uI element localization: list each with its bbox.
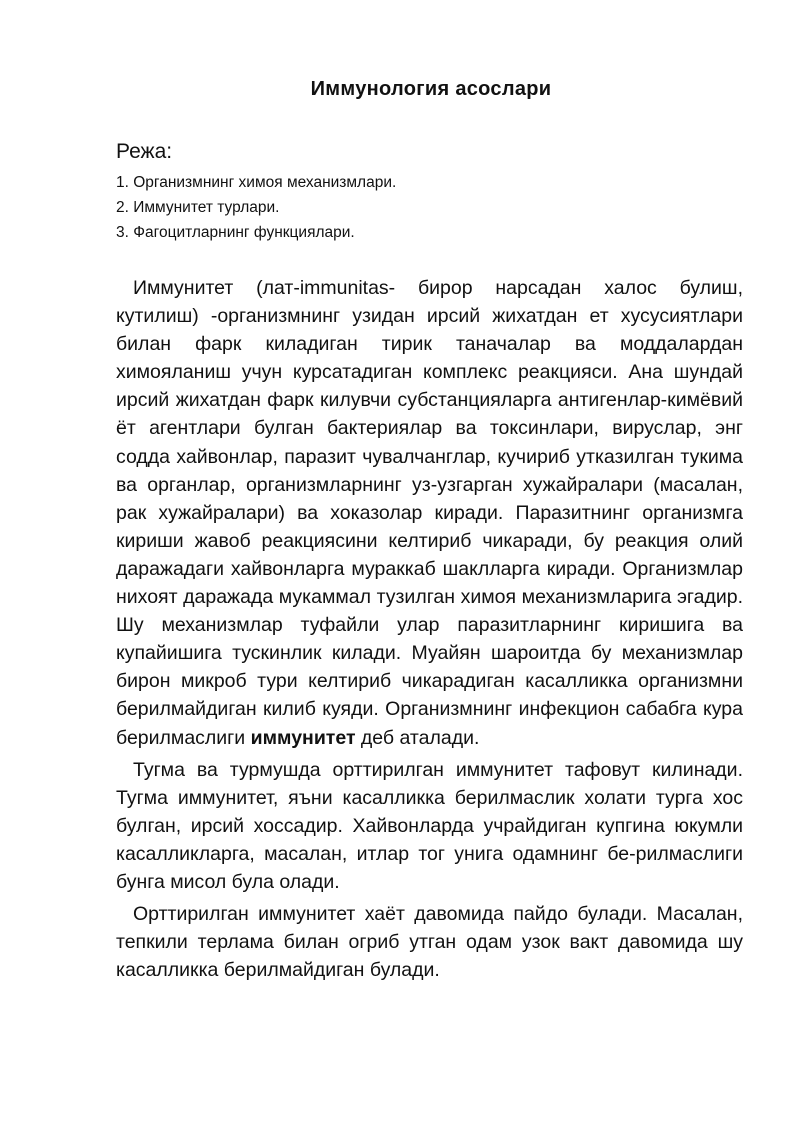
- plan-item: 2. Иммунитет турлари.: [116, 199, 280, 216]
- body-text: [116, 274, 743, 984]
- document-title: Иммунология асослари: [310, 78, 552, 100]
- bold-term: иммунитет: [250, 726, 356, 749]
- paragraph-innate-immunity: [116, 756, 743, 896]
- paragraph-tail: деб аталади.: [355, 726, 480, 749]
- plan-item: 3. Фагоцитларнинг функциялари.: [116, 224, 355, 241]
- plan-heading: Режа:: [116, 140, 173, 163]
- plan-item: 1. Организмнинг химоя механизмлари.: [116, 174, 397, 191]
- paragraph-text: Иммунитет (лат-immunitas- бирор нарсадан халос булиш, кутилиш) -организмнинг узидан ирсий жихатдан ет хусусиятлари билан фарк киладиган тирик таначалар ва моддалардан химояланиш учун курсатадиган комплекс реакцияси. Ана шундай ирсий жихатдан фарк килувчи субстанцияларга антигенлар-кимёвий ёт агентлари булган бактериялар ва токсинлари, вируслар, энг содда хайвонлар, паразит чувалчанглар, кучириб утказилган тукима ва органлар, организмларнинг уз-узгарган хужайралари (масалан, рак хужайралари) ва хоказолар киради. Паразитнинг организмга кириши жавоб реакциясини келтириб чикаради, бу реакция олий даражадаги хайвонларга мураккаб шаклларга киради. Организмлар нихоят даражада мукаммал тузилган химоя механизмларига эгадир. Шу механизмлар туфайли улар паразитларнинг киришига ва купайишига тускинлик килади. Муайян шароитда бу механизмлар бирон микроб тури келтириб чикарадиган касалликка организмни берилмайдиган килиб куяди. Организмнинг инфекцион сабабга кура берилмаслиги: [116, 277, 743, 749]
- paragraph-acquired-immunity: [116, 900, 743, 984]
- paragraph-text: Орттирилган иммунитет хаёт давомида пайдо булади. Масалан, тепкили терлама билан огриб утган одам узок вакт давомида шу касалликка берилмайдиган булади.: [116, 903, 743, 982]
- paragraph-text: Тугма ва турмушда орттирилган иммунитет тафовут килинади. Тугма иммунитет, яъни касалликка берилмаслик холати турга хос булган, ирсий хоссадир. Хайвонларда учрайдиган купгина юкумли касалликларга, масалан, итлар тог унига одамнинг бе-рилмаслиги бунга мисол була олади.: [116, 758, 743, 893]
- paragraph-immunity-definition: [116, 274, 743, 752]
- plan-list: [116, 170, 396, 245]
